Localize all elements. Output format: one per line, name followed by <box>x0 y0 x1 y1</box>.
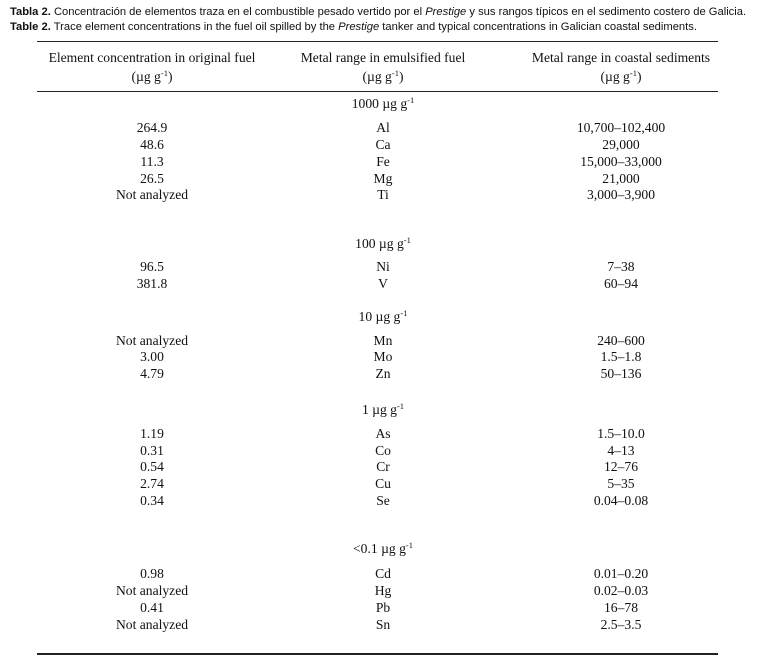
cell-sediment: 5–35 <box>607 476 635 491</box>
header-emulsified-unit: (µg $g^{-1}$) <box>362 68 404 84</box>
caption-english-text-end: tanker and typical concentrations in Galician coastal sediments. <box>382 21 697 33</box>
cell-element: Co <box>375 443 391 458</box>
cell-sediment: 0.04–0.08 <box>593 493 649 508</box>
cell-sediment: 7–38 <box>607 259 635 274</box>
table-header-rule <box>37 91 718 92</box>
cell-element: Mg <box>373 171 393 186</box>
cell-sediment: 4–13 <box>607 443 635 458</box>
cell-sediment: 16–78 <box>604 600 638 615</box>
cell-fuel: Not analyzed <box>115 333 189 348</box>
cell-fuel: 4.79 <box>140 366 164 381</box>
cell-sediment: 50–136 <box>600 366 642 381</box>
cell-fuel: 48.6 <box>140 137 164 152</box>
cell-element: Hg <box>374 583 392 598</box>
cell-sediment: 2.5–3.5 <box>600 617 642 632</box>
caption-english <box>10 20 697 34</box>
caption-spanish-text-end: y sus rangos típicos en el sedimento costero de Galicia. <box>469 6 747 18</box>
cell-sediment: 10,700–102,400 <box>576 120 666 135</box>
cell-element: Mn <box>373 333 393 348</box>
cell-fuel: Not analyzed <box>115 583 189 598</box>
caption-english-label: Table 2. <box>10 21 51 33</box>
cell-fuel: 3.00 <box>140 349 164 364</box>
cell-fuel: Not analyzed <box>115 187 189 202</box>
group-label-100: 100 µg $g^{-1}$ <box>355 235 411 251</box>
cell-sediment: 240–600 <box>597 333 645 348</box>
group-label-1: 1 µg $g^{-1}$ <box>361 401 405 417</box>
cell-element: Sn <box>375 617 391 632</box>
cell-fuel: 11.3 <box>140 154 164 169</box>
header-fuel-concentration: Element concentration in original fuel <box>48 50 256 65</box>
group-label-1000: 1000 µg $g^{-1}$ <box>351 95 415 111</box>
group-label-below-0-1: <0.1 µg $g^{-1}$ <box>353 540 413 556</box>
caption-english-text: Trace element concentrations in the fuel oil spilled by the <box>53 21 336 33</box>
cell-element: Pb <box>375 600 391 615</box>
cell-element: V <box>378 276 388 291</box>
cell-fuel: 0.34 <box>140 493 164 508</box>
cell-fuel: 0.54 <box>140 459 164 474</box>
cell-sediment: 0.02–0.03 <box>593 583 649 598</box>
cell-fuel: 0.41 <box>140 600 164 615</box>
cell-sediment: 0.01–0.20 <box>593 566 649 581</box>
cell-sediment: 15,000–33,000 <box>580 154 662 169</box>
caption-spanish-text: Concentración de elementos traza en el combustible pesado vertido por el <box>53 6 423 18</box>
cell-element: Ni <box>376 259 390 274</box>
cell-fuel: Not analyzed <box>115 617 189 632</box>
cell-element: Cu <box>375 476 391 491</box>
cell-element: Mo <box>373 349 393 364</box>
cell-sediment: 21,000 <box>602 171 640 186</box>
caption-spanish <box>10 5 746 19</box>
cell-sediment: 29,000 <box>602 137 640 152</box>
header-fuel-unit: (µg $g^{-1}$) <box>131 68 173 84</box>
cell-element: Zn <box>375 366 391 381</box>
cell-element: Al <box>376 120 390 135</box>
header-sediment-range: Metal range in coastal sediments <box>531 50 711 65</box>
cell-element: Fe <box>376 154 390 169</box>
table-top-rule <box>37 41 718 42</box>
cell-fuel: 26.5 <box>140 171 164 186</box>
cell-element: Ca <box>375 137 391 152</box>
cell-sediment: 1.5–1.8 <box>600 349 642 364</box>
cell-fuel: 1.19 <box>140 426 164 441</box>
cell-sediment: 3,000–3,900 <box>587 187 655 202</box>
header-emulsified-range: Metal range in emulsified fuel <box>300 50 466 65</box>
cell-fuel: 0.98 <box>140 566 164 581</box>
caption-spanish-label: Tabla 2. <box>10 6 51 18</box>
table-bottom-rule <box>37 653 718 655</box>
cell-element: Se <box>376 493 390 508</box>
group-label-10: 10 µg $g^{-1}$ <box>358 308 408 324</box>
cell-sediment: 60–94 <box>604 276 638 291</box>
cell-fuel: 264.9 <box>136 120 168 135</box>
cell-element: Cd <box>375 566 391 581</box>
cell-element: As <box>375 426 391 441</box>
caption-english-ship: Prestige <box>338 21 380 33</box>
cell-element: Cr <box>376 459 390 474</box>
cell-fuel: 96.5 <box>140 259 164 274</box>
cell-fuel: 381.8 <box>136 276 168 291</box>
cell-element: Ti <box>377 187 389 202</box>
header-sediment-unit: (µg $g^{-1}$) <box>600 68 642 84</box>
caption-spanish-ship: Prestige <box>425 6 467 18</box>
cell-fuel: 2.74 <box>140 476 164 491</box>
cell-sediment: 12–76 <box>604 459 638 474</box>
cell-fuel: 0.31 <box>140 443 164 458</box>
cell-sediment: 1.5–10.0 <box>597 426 645 441</box>
